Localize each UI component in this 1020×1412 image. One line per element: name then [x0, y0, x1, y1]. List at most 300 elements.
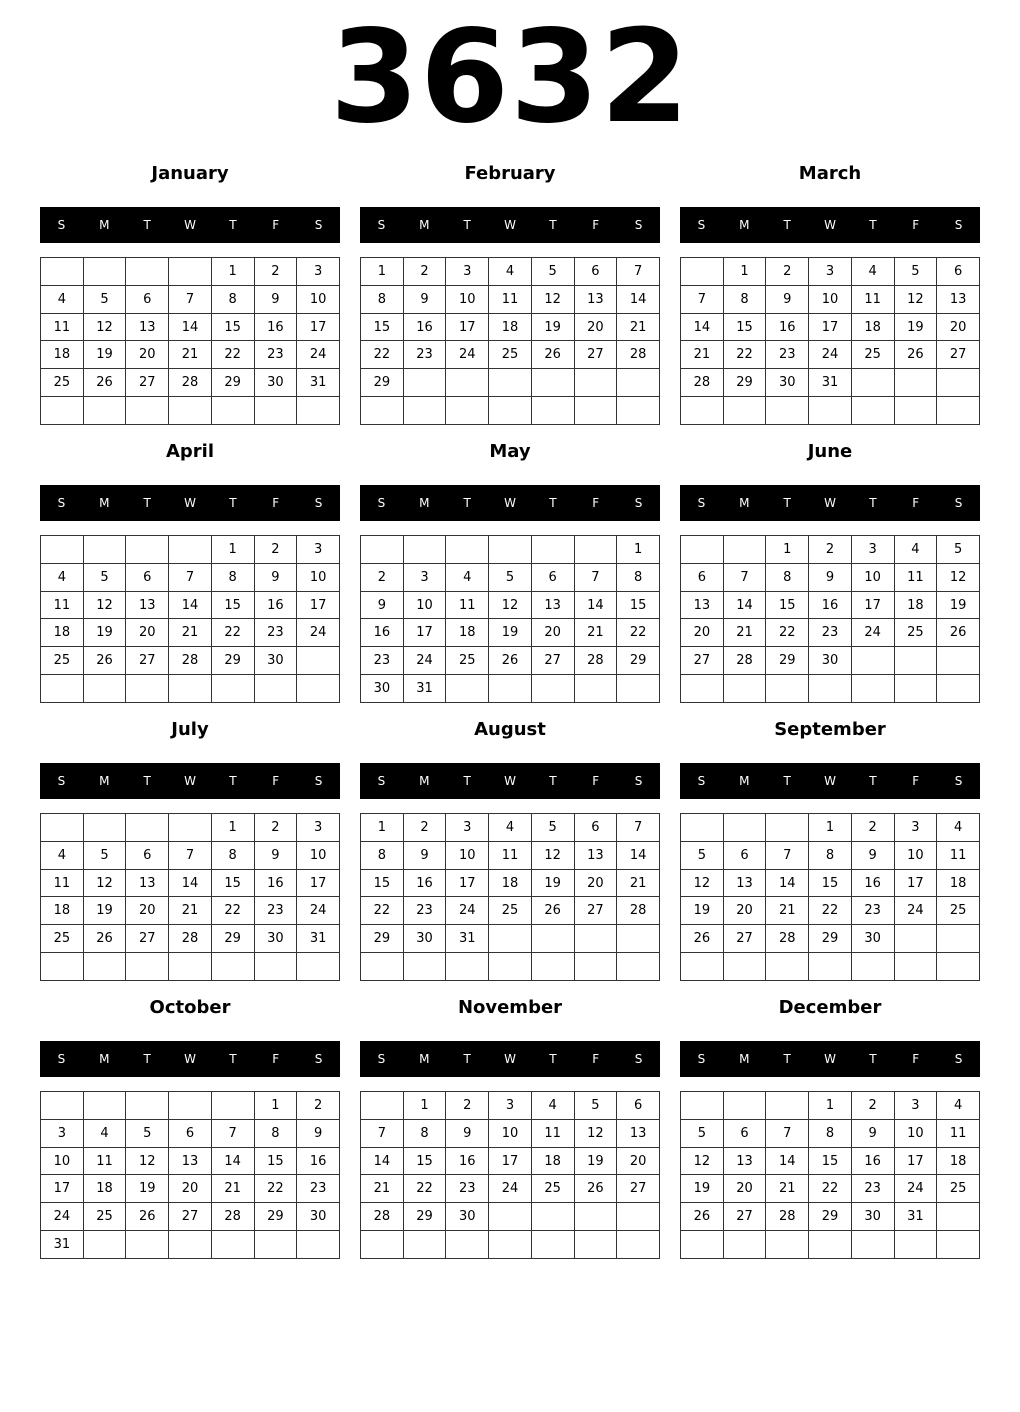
- day-cell: 10: [446, 285, 489, 313]
- empty-day-cell: [681, 258, 724, 286]
- day-cell: 16: [809, 591, 852, 619]
- day-cell: 20: [617, 1147, 660, 1175]
- day-cell: 28: [211, 1203, 254, 1231]
- weekday-header: [360, 763, 660, 799]
- weekday-label: S: [314, 1052, 323, 1066]
- day-grid: [40, 535, 340, 703]
- empty-day-cell: [361, 1231, 404, 1259]
- weekday-label: M: [99, 218, 110, 232]
- day-cell: 29: [403, 1203, 446, 1231]
- day-cell: 16: [851, 1147, 894, 1175]
- empty-day-cell: [361, 953, 404, 981]
- week-row: [41, 285, 340, 313]
- day-cell: 26: [83, 647, 126, 675]
- empty-day-cell: [574, 397, 617, 425]
- empty-day-cell: [894, 397, 937, 425]
- day-cell: 20: [937, 313, 980, 341]
- day-cell: 12: [894, 285, 937, 313]
- day-cell: 31: [297, 369, 340, 397]
- day-cell: 21: [766, 1175, 809, 1203]
- empty-day-cell: [681, 675, 724, 703]
- day-cell: 12: [574, 1119, 617, 1147]
- empty-day-cell: [83, 953, 126, 981]
- day-grid: [680, 813, 980, 981]
- day-cell: 24: [851, 619, 894, 647]
- day-cell: 28: [574, 647, 617, 675]
- week-row: [41, 341, 340, 369]
- week-row: [681, 285, 980, 313]
- day-cell: 31: [446, 925, 489, 953]
- day-cell: 19: [126, 1175, 169, 1203]
- empty-day-cell: [126, 258, 169, 286]
- empty-day-cell: [489, 675, 532, 703]
- weekday-label: S: [57, 496, 66, 510]
- empty-day-cell: [254, 953, 297, 981]
- day-cell: 18: [83, 1175, 126, 1203]
- weekday-label: T: [229, 496, 237, 510]
- day-cell: 28: [169, 647, 212, 675]
- empty-day-cell: [446, 675, 489, 703]
- empty-day-cell: [617, 675, 660, 703]
- month-name: December: [778, 997, 882, 1018]
- day-cell: 10: [489, 1119, 532, 1147]
- day-cell: 18: [41, 341, 84, 369]
- day-cell: 4: [531, 1092, 574, 1120]
- day-cell: 6: [126, 841, 169, 869]
- day-cell: 9: [851, 1119, 894, 1147]
- weekday-label: S: [954, 1052, 963, 1066]
- empty-day-cell: [446, 536, 489, 564]
- day-cell: 23: [766, 341, 809, 369]
- empty-day-cell: [169, 1231, 212, 1259]
- weekday-label: W: [824, 1052, 836, 1066]
- weekday-label: T: [229, 774, 237, 788]
- week-row: [41, 313, 340, 341]
- day-cell: 8: [403, 1119, 446, 1147]
- week-row: [361, 619, 660, 647]
- day-cell: 30: [851, 925, 894, 953]
- day-cell: 23: [809, 619, 852, 647]
- day-cell: 21: [681, 341, 724, 369]
- day-cell: 12: [937, 563, 980, 591]
- day-cell: 23: [297, 1175, 340, 1203]
- day-cell: 26: [489, 647, 532, 675]
- day-cell: 5: [531, 258, 574, 286]
- week-row: [41, 675, 340, 703]
- day-cell: 12: [83, 869, 126, 897]
- day-cell: 9: [851, 841, 894, 869]
- day-cell: 8: [766, 563, 809, 591]
- day-cell: 9: [403, 285, 446, 313]
- week-row: [681, 675, 980, 703]
- day-cell: 10: [894, 841, 937, 869]
- weekday-label: M: [419, 218, 430, 232]
- day-cell: 1: [809, 814, 852, 842]
- empty-day-cell: [617, 1203, 660, 1231]
- weekday-label: S: [57, 1052, 66, 1066]
- empty-day-cell: [361, 1092, 404, 1120]
- month-name: May: [489, 441, 531, 462]
- day-cell: 22: [809, 897, 852, 925]
- weekday-label: W: [504, 218, 516, 232]
- empty-day-cell: [723, 536, 766, 564]
- day-cell: 5: [681, 1119, 724, 1147]
- day-cell: 29: [766, 647, 809, 675]
- empty-day-cell: [531, 675, 574, 703]
- day-cell: 8: [211, 285, 254, 313]
- week-row: [41, 258, 340, 286]
- empty-day-cell: [894, 369, 937, 397]
- day-cell: 15: [211, 591, 254, 619]
- empty-day-cell: [126, 1231, 169, 1259]
- day-cell: 8: [723, 285, 766, 313]
- day-cell: 11: [41, 869, 84, 897]
- day-cell: 20: [126, 341, 169, 369]
- empty-day-cell: [574, 1203, 617, 1231]
- day-cell: 4: [937, 1092, 980, 1120]
- day-cell: 30: [297, 1203, 340, 1231]
- day-cell: 6: [574, 814, 617, 842]
- week-row: [681, 897, 980, 925]
- empty-day-cell: [41, 536, 84, 564]
- weekday-label: F: [912, 218, 920, 232]
- empty-day-cell: [574, 675, 617, 703]
- week-row: [41, 925, 340, 953]
- day-cell: 22: [211, 619, 254, 647]
- day-cell: 27: [681, 647, 724, 675]
- week-row: [361, 869, 660, 897]
- empty-day-cell: [723, 1092, 766, 1120]
- day-cell: 31: [809, 369, 852, 397]
- day-cell: 28: [361, 1203, 404, 1231]
- day-cell: 23: [361, 647, 404, 675]
- day-cell: 14: [169, 313, 212, 341]
- day-cell: 27: [723, 925, 766, 953]
- day-cell: 3: [297, 814, 340, 842]
- empty-day-cell: [809, 675, 852, 703]
- day-cell: 19: [83, 897, 126, 925]
- day-cell: 17: [809, 313, 852, 341]
- month-name: June: [807, 441, 853, 462]
- day-cell: 12: [126, 1147, 169, 1175]
- day-cell: 24: [297, 341, 340, 369]
- day-cell: 26: [681, 1203, 724, 1231]
- day-cell: 2: [403, 814, 446, 842]
- day-grid: [360, 1091, 660, 1259]
- day-cell: 18: [489, 869, 532, 897]
- day-cell: 5: [83, 563, 126, 591]
- day-cell: 10: [297, 563, 340, 591]
- day-cell: 3: [489, 1092, 532, 1120]
- day-cell: 19: [681, 1175, 724, 1203]
- day-cell: 29: [211, 369, 254, 397]
- empty-day-cell: [531, 536, 574, 564]
- day-cell: 14: [361, 1147, 404, 1175]
- day-cell: 6: [937, 258, 980, 286]
- week-row: [681, 1092, 980, 1120]
- day-cell: 19: [83, 619, 126, 647]
- empty-day-cell: [617, 369, 660, 397]
- day-cell: 27: [169, 1203, 212, 1231]
- day-cell: 24: [894, 1175, 937, 1203]
- day-cell: 24: [446, 897, 489, 925]
- day-cell: 15: [766, 591, 809, 619]
- day-cell: 30: [766, 369, 809, 397]
- day-cell: 4: [489, 258, 532, 286]
- day-cell: 17: [297, 313, 340, 341]
- day-cell: 2: [851, 814, 894, 842]
- day-cell: 1: [211, 258, 254, 286]
- empty-day-cell: [681, 953, 724, 981]
- empty-day-cell: [937, 953, 980, 981]
- day-cell: 19: [894, 313, 937, 341]
- weekday-label: M: [419, 496, 430, 510]
- day-cell: 3: [297, 536, 340, 564]
- day-cell: 6: [531, 563, 574, 591]
- day-cell: 6: [681, 563, 724, 591]
- day-cell: 9: [297, 1119, 340, 1147]
- week-row: [681, 258, 980, 286]
- weekday-label: S: [57, 774, 66, 788]
- weekday-label: F: [592, 496, 600, 510]
- day-cell: 7: [766, 1119, 809, 1147]
- day-cell: 12: [83, 591, 126, 619]
- empty-day-cell: [574, 536, 617, 564]
- weekday-label: W: [504, 774, 516, 788]
- empty-day-cell: [297, 647, 340, 675]
- day-cell: 29: [723, 369, 766, 397]
- day-cell: 2: [297, 1092, 340, 1120]
- day-cell: 3: [894, 1092, 937, 1120]
- empty-day-cell: [574, 925, 617, 953]
- weekday-label: S: [697, 774, 706, 788]
- week-row: [41, 1092, 340, 1120]
- empty-day-cell: [894, 953, 937, 981]
- day-cell: 13: [681, 591, 724, 619]
- weekday-label: T: [549, 774, 557, 788]
- empty-day-cell: [851, 953, 894, 981]
- day-cell: 4: [41, 563, 84, 591]
- empty-day-cell: [937, 675, 980, 703]
- weekday-label: M: [739, 774, 750, 788]
- weekday-header: [360, 207, 660, 243]
- weekday-label: M: [739, 496, 750, 510]
- empty-day-cell: [83, 397, 126, 425]
- day-cell: 5: [126, 1119, 169, 1147]
- weekday-header: [360, 1041, 660, 1077]
- month-name: August: [474, 719, 546, 740]
- day-cell: 11: [83, 1147, 126, 1175]
- day-cell: 2: [254, 258, 297, 286]
- day-cell: 30: [446, 1203, 489, 1231]
- day-cell: 5: [894, 258, 937, 286]
- empty-day-cell: [766, 675, 809, 703]
- day-cell: 26: [531, 341, 574, 369]
- day-cell: 22: [211, 341, 254, 369]
- day-cell: 30: [851, 1203, 894, 1231]
- day-cell: 11: [489, 841, 532, 869]
- weekday-header: [40, 207, 340, 243]
- weekday-label: S: [377, 218, 386, 232]
- day-cell: 25: [41, 925, 84, 953]
- day-cell: 1: [766, 536, 809, 564]
- day-cell: 24: [41, 1203, 84, 1231]
- empty-day-cell: [41, 675, 84, 703]
- day-grid: [680, 535, 980, 703]
- day-cell: 2: [254, 536, 297, 564]
- day-cell: 23: [851, 897, 894, 925]
- empty-day-cell: [617, 1231, 660, 1259]
- empty-day-cell: [126, 1092, 169, 1120]
- day-cell: 13: [937, 285, 980, 313]
- week-row: [361, 1092, 660, 1120]
- day-cell: 25: [41, 647, 84, 675]
- day-cell: 14: [169, 869, 212, 897]
- day-cell: 7: [574, 563, 617, 591]
- day-cell: 28: [617, 341, 660, 369]
- week-row: [681, 536, 980, 564]
- day-cell: 13: [723, 1147, 766, 1175]
- day-cell: 27: [531, 647, 574, 675]
- weekday-label: T: [463, 218, 471, 232]
- empty-day-cell: [489, 1203, 532, 1231]
- day-cell: 4: [41, 285, 84, 313]
- empty-day-cell: [489, 1231, 532, 1259]
- weekday-label: F: [592, 774, 600, 788]
- day-cell: 21: [574, 619, 617, 647]
- empty-day-cell: [489, 925, 532, 953]
- day-cell: 13: [126, 591, 169, 619]
- month-name: January: [151, 163, 229, 184]
- empty-day-cell: [446, 953, 489, 981]
- empty-day-cell: [681, 814, 724, 842]
- day-cell: 20: [169, 1175, 212, 1203]
- day-cell: 12: [83, 313, 126, 341]
- day-cell: 25: [41, 369, 84, 397]
- day-cell: 1: [809, 1092, 852, 1120]
- day-cell: 14: [766, 869, 809, 897]
- day-cell: 30: [809, 647, 852, 675]
- empty-day-cell: [489, 397, 532, 425]
- day-cell: 1: [361, 814, 404, 842]
- empty-day-cell: [937, 925, 980, 953]
- week-row: [41, 591, 340, 619]
- weekday-header: [680, 485, 980, 521]
- day-cell: 4: [41, 841, 84, 869]
- day-cell: 23: [254, 619, 297, 647]
- day-cell: 19: [531, 869, 574, 897]
- day-cell: 20: [723, 897, 766, 925]
- day-cell: 2: [851, 1092, 894, 1120]
- week-row: [361, 369, 660, 397]
- week-row: [681, 1175, 980, 1203]
- empty-day-cell: [894, 925, 937, 953]
- empty-day-cell: [446, 1231, 489, 1259]
- empty-day-cell: [617, 397, 660, 425]
- empty-day-cell: [766, 1092, 809, 1120]
- day-cell: 7: [361, 1119, 404, 1147]
- day-cell: 13: [126, 313, 169, 341]
- day-cell: 2: [254, 814, 297, 842]
- weekday-label: S: [697, 1052, 706, 1066]
- day-cell: 31: [894, 1203, 937, 1231]
- day-cell: 26: [937, 619, 980, 647]
- day-cell: 7: [211, 1119, 254, 1147]
- day-cell: 3: [851, 536, 894, 564]
- day-cell: 6: [723, 1119, 766, 1147]
- weekday-label: S: [634, 774, 643, 788]
- weekday-label: F: [272, 218, 280, 232]
- empty-day-cell: [211, 397, 254, 425]
- day-cell: 18: [531, 1147, 574, 1175]
- empty-day-cell: [169, 536, 212, 564]
- empty-day-cell: [126, 814, 169, 842]
- empty-day-cell: [403, 369, 446, 397]
- weekday-label: T: [783, 1052, 791, 1066]
- day-cell: 25: [851, 341, 894, 369]
- week-row: [361, 841, 660, 869]
- day-cell: 15: [361, 869, 404, 897]
- empty-day-cell: [169, 1092, 212, 1120]
- weekday-label: S: [377, 496, 386, 510]
- day-cell: 12: [489, 591, 532, 619]
- day-grid: [40, 813, 340, 981]
- empty-day-cell: [851, 397, 894, 425]
- weekday-label: T: [143, 774, 151, 788]
- day-cell: 10: [894, 1119, 937, 1147]
- week-row: [361, 897, 660, 925]
- day-cell: 1: [617, 536, 660, 564]
- day-grid: [40, 257, 340, 425]
- empty-day-cell: [766, 1231, 809, 1259]
- day-cell: 10: [41, 1147, 84, 1175]
- empty-day-cell: [126, 953, 169, 981]
- empty-day-cell: [403, 1231, 446, 1259]
- week-row: [361, 341, 660, 369]
- empty-day-cell: [723, 814, 766, 842]
- day-cell: 15: [809, 869, 852, 897]
- empty-day-cell: [766, 814, 809, 842]
- weekday-label: S: [314, 218, 323, 232]
- day-cell: 5: [83, 841, 126, 869]
- empty-day-cell: [83, 258, 126, 286]
- day-cell: 17: [446, 869, 489, 897]
- empty-day-cell: [723, 953, 766, 981]
- month-name: March: [798, 163, 862, 184]
- empty-day-cell: [297, 397, 340, 425]
- day-cell: 11: [41, 313, 84, 341]
- day-cell: 22: [617, 619, 660, 647]
- day-cell: 17: [894, 869, 937, 897]
- week-row: [681, 563, 980, 591]
- empty-day-cell: [681, 1231, 724, 1259]
- day-cell: 19: [489, 619, 532, 647]
- weekday-label: S: [634, 1052, 643, 1066]
- day-cell: 19: [681, 897, 724, 925]
- day-cell: 18: [937, 869, 980, 897]
- day-cell: 17: [297, 591, 340, 619]
- day-cell: 27: [574, 897, 617, 925]
- weekday-label: T: [143, 1052, 151, 1066]
- day-cell: 20: [723, 1175, 766, 1203]
- day-cell: 22: [809, 1175, 852, 1203]
- day-cell: 17: [489, 1147, 532, 1175]
- empty-day-cell: [851, 369, 894, 397]
- empty-day-cell: [297, 675, 340, 703]
- day-cell: 14: [617, 841, 660, 869]
- week-row: [41, 841, 340, 869]
- empty-day-cell: [254, 675, 297, 703]
